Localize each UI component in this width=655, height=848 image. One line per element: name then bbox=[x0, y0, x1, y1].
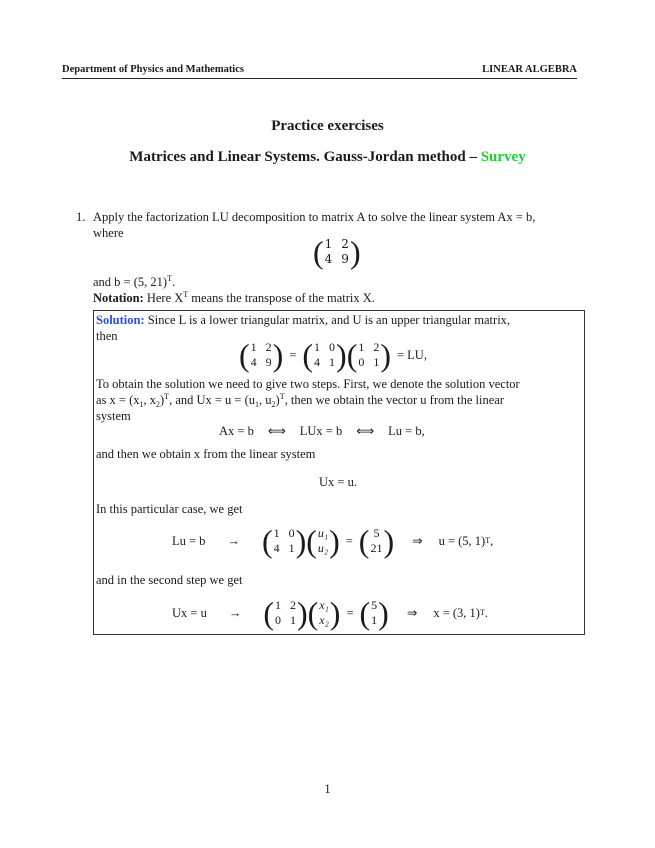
para1-line-2 bbox=[96, 392, 504, 408]
matrix-cell: 1 bbox=[314, 340, 321, 354]
para1-line-3: system bbox=[96, 409, 131, 423]
matrix-cell: 4 bbox=[324, 252, 333, 266]
right-paren: ) bbox=[272, 337, 284, 373]
right-paren: ) bbox=[295, 523, 307, 559]
matrix-cell: 1 bbox=[250, 340, 257, 354]
vector-b bbox=[359, 524, 394, 558]
matrix-L bbox=[302, 338, 346, 372]
left-paren: ( bbox=[263, 595, 274, 631]
right-arrow-icon: → bbox=[227, 533, 240, 548]
step1-equation: Lu = b → ( 1 0 4 1 ) ( u₁ u₂ ) = ( 5 21 ) ⇒ u = (5, 1) T , bbox=[172, 523, 494, 559]
implies-icon: ⇒ bbox=[412, 534, 423, 548]
step1-result: u = (5, 1) bbox=[438, 533, 486, 548]
left-paren: ( bbox=[359, 595, 371, 631]
left-paren: ( bbox=[307, 595, 319, 631]
matrix-cell: 0 bbox=[358, 355, 365, 369]
second-step-line: and in the second step we get bbox=[96, 573, 243, 587]
punct: , bbox=[490, 533, 494, 548]
sub-2: 2 bbox=[156, 400, 160, 409]
sup-T: T bbox=[164, 392, 170, 401]
matrix-cell: 1 bbox=[329, 355, 336, 369]
matrix-cell: 1 bbox=[289, 613, 296, 627]
notation-label: Notation: bbox=[93, 291, 144, 305]
problem-number: 1. bbox=[76, 210, 86, 224]
left-paren: ( bbox=[306, 523, 317, 559]
equals-sign: = bbox=[346, 605, 354, 620]
solution-line-1 bbox=[96, 312, 510, 328]
header-rule bbox=[62, 78, 577, 79]
step2-lhs: Ux = u bbox=[172, 605, 207, 620]
right-arrow-icon: → bbox=[228, 605, 242, 620]
vector-cell: x₁ bbox=[319, 598, 329, 612]
notation-line bbox=[93, 290, 375, 306]
page-subtitle bbox=[0, 149, 655, 166]
b-end: . bbox=[171, 275, 176, 289]
matrix-L-step1 bbox=[262, 524, 306, 558]
matrix-cell: 1 bbox=[358, 340, 365, 354]
solution-text-1: Since L is a lower triangular matrix, and U is an upper triangular matrix, bbox=[144, 313, 511, 327]
right-paren: ) bbox=[378, 595, 389, 631]
left-paren: ( bbox=[261, 523, 273, 559]
vector-cell: 5 bbox=[371, 598, 378, 612]
matrix-cell: 9 bbox=[265, 355, 272, 369]
sub-1: 1 bbox=[255, 400, 260, 409]
right-paren: ) bbox=[349, 234, 361, 270]
t: , then we obtain the vector u from the linear bbox=[284, 393, 504, 407]
solution-label: Solution: bbox=[96, 313, 145, 327]
punct: . bbox=[484, 605, 488, 620]
b-vector-line bbox=[93, 274, 175, 290]
vector-cell: u₂ bbox=[317, 541, 329, 555]
problem-line-2: where bbox=[93, 226, 124, 240]
matrix-U-step2 bbox=[263, 596, 307, 630]
step2-equation: Ux = u → ( 1 2 0 1 ) ( x₁ x₂ ) = ( 5 1 ) ⇒ x = (3, 1) T . bbox=[172, 595, 488, 631]
matrix-cell: 0 bbox=[329, 340, 336, 354]
notation-text-post: means the transpose of the matrix X. bbox=[188, 291, 375, 305]
vector-u-rhs bbox=[360, 596, 389, 630]
right-paren: ) bbox=[329, 595, 341, 631]
step1-lhs: Lu = b bbox=[172, 533, 206, 548]
right-paren: ) bbox=[383, 523, 395, 559]
matrix-cell: 1 bbox=[373, 355, 380, 369]
matrix-cell: 9 bbox=[341, 252, 349, 266]
page-title: Practice exercises bbox=[271, 118, 384, 134]
left-paren: ( bbox=[302, 337, 314, 373]
survey-link[interactable]: Survey bbox=[480, 149, 526, 165]
t: ) bbox=[160, 393, 165, 407]
lu-tail: = LU, bbox=[397, 347, 427, 362]
matrix-cell: 1 bbox=[288, 541, 295, 555]
matrix-A-solution bbox=[239, 338, 283, 372]
vector-cell: 21 bbox=[370, 541, 383, 555]
case-line: In this particular case, we get bbox=[96, 502, 243, 516]
equals-sign: = bbox=[289, 347, 297, 362]
sub-1: 1 bbox=[139, 400, 144, 409]
iff-symbol: ⟺ bbox=[356, 424, 375, 438]
right-paren: ) bbox=[380, 337, 391, 373]
matrix-U bbox=[347, 338, 391, 372]
sup-T: T bbox=[279, 392, 285, 401]
equals-sign: = bbox=[345, 533, 353, 548]
transpose-mark: T bbox=[167, 274, 172, 283]
then-line: and then we obtain x from the linear system bbox=[96, 447, 316, 461]
vector-cell: 5 bbox=[373, 526, 380, 540]
page-number: 1 bbox=[324, 782, 331, 796]
t: as x = (x bbox=[96, 393, 140, 407]
vector-cell: u₁ bbox=[317, 526, 329, 540]
chain-c: Lu = b, bbox=[388, 423, 425, 438]
matrix-cell: 1 bbox=[274, 598, 281, 612]
right-paren: ) bbox=[329, 523, 340, 559]
header-course: LINEAR ALGEBRA bbox=[482, 64, 577, 75]
subtitle-text: Matrices and Linear Systems. Gauss-Jordan method – bbox=[129, 149, 481, 165]
b-text: and b = (5, 21) bbox=[93, 275, 168, 289]
matrix-cell: 2 bbox=[289, 598, 296, 612]
t: , u bbox=[259, 393, 272, 407]
t: , x bbox=[143, 393, 156, 407]
t: , and Ux = u = (u bbox=[169, 393, 256, 407]
solution-line-2: then bbox=[96, 329, 118, 343]
lu-factorization-equation bbox=[239, 338, 427, 372]
chain-a: Ax = b bbox=[219, 423, 254, 438]
matrix-cell: 2 bbox=[265, 340, 272, 354]
vector-x bbox=[308, 596, 341, 630]
notation-sup: T bbox=[183, 290, 189, 299]
para1-line-1: To obtain the solution we need to give two steps. First, we denote the solution vector bbox=[96, 377, 520, 391]
iff-symbol: ⟺ bbox=[267, 424, 286, 438]
matrix-cell: 2 bbox=[373, 340, 380, 354]
t: ) bbox=[275, 393, 280, 407]
matrix-cell: 4 bbox=[314, 355, 321, 369]
vector-cell: x₂ bbox=[319, 613, 329, 627]
matrix-A bbox=[313, 235, 361, 269]
left-paren: ( bbox=[239, 337, 250, 373]
step2-result: x = (3, 1) bbox=[433, 605, 480, 620]
vector-u bbox=[306, 524, 339, 558]
matrix-cell: 0 bbox=[274, 613, 281, 627]
sub-2: 2 bbox=[271, 400, 276, 409]
chain-b: LUx = b bbox=[299, 423, 343, 438]
matrix-cell: 4 bbox=[273, 541, 280, 555]
matrix-cell: 1 bbox=[324, 237, 333, 251]
equivalence-chain bbox=[219, 423, 425, 439]
header-department: Department of Physics and Mathematics bbox=[62, 64, 244, 75]
problem-line-1: Apply the factorization LU decomposition to matrix A to solve the linear system Ax = b, bbox=[93, 210, 536, 224]
left-paren: ( bbox=[358, 523, 370, 559]
matrix-cell: 1 bbox=[273, 526, 280, 540]
matrix-cell: 4 bbox=[250, 355, 257, 369]
matrix-cell: 2 bbox=[341, 237, 349, 251]
notation-text-pre: Here X bbox=[143, 291, 184, 305]
matrix-cell: 0 bbox=[288, 526, 295, 540]
left-paren: ( bbox=[313, 234, 324, 270]
right-paren: ) bbox=[296, 595, 308, 631]
left-paren: ( bbox=[346, 337, 358, 373]
implies-icon: ⇒ bbox=[406, 606, 418, 620]
vector-cell: 1 bbox=[371, 613, 378, 627]
right-paren: ) bbox=[336, 337, 347, 373]
ux-equation: Ux = u. bbox=[319, 475, 357, 489]
